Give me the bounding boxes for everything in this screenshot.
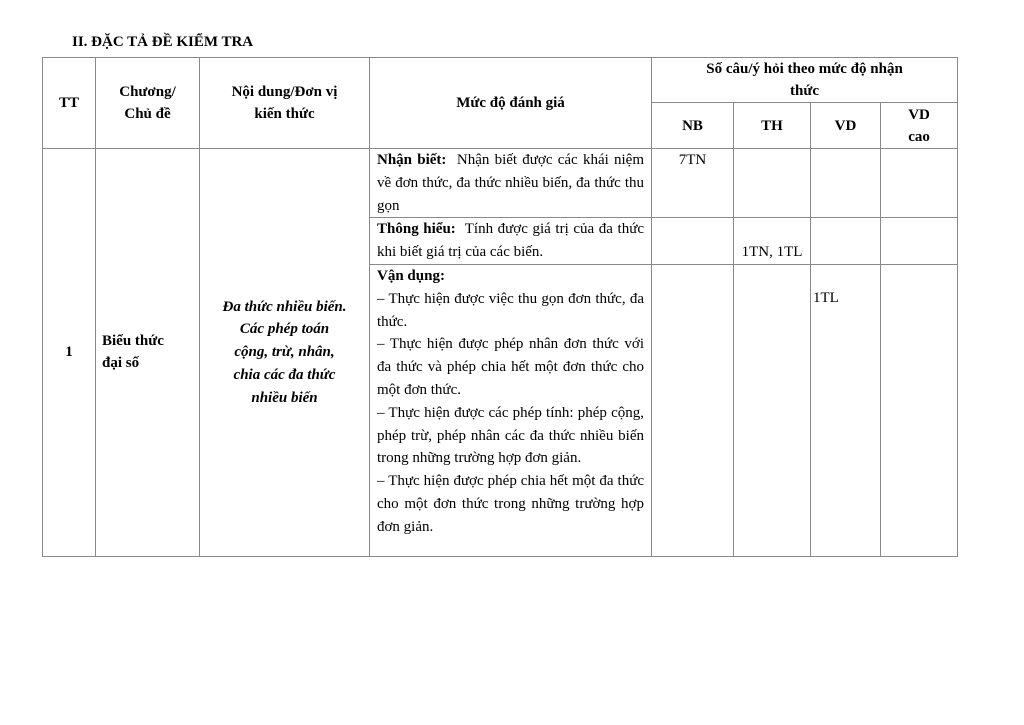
thong-hieu-nb <box>652 218 734 265</box>
nhan-biet-th <box>734 149 811 218</box>
section-heading: II. ĐẶC TẢ ĐỀ KIỂM TRA <box>72 34 254 50</box>
nhan-biet-text: Nhận biết được các khái niệm về đơn thức, đa thức nhiều biến, đa thức thu gọn <box>377 152 644 214</box>
van-dung-item: – Thực hiện được phép nhân đơn thức với đa thức và phép chia hết một đơn thức cho một đơn thức. <box>377 336 644 398</box>
header-vd: VD <box>811 103 881 149</box>
header-content: Nội dung/Đơn vị kiến thức <box>200 58 370 149</box>
thong-hieu-vd <box>811 218 881 265</box>
van-dung-description <box>370 264 652 556</box>
row-content: Đa thức nhiều biến. Các phép toán cộng, trừ, nhân, chia các đa thức nhiều biến <box>200 149 370 557</box>
header-vdc: VD cao <box>881 103 958 149</box>
nhan-biet-label: Nhận biết: <box>377 152 447 168</box>
header-tt: TT <box>43 58 96 149</box>
header-chapter: Chương/ Chủ đề <box>96 58 200 149</box>
header-count: Số câu/ý hỏi theo mức độ nhận thức <box>652 58 958 103</box>
thong-hieu-vdc <box>881 218 958 265</box>
thong-hieu-description <box>370 218 652 265</box>
header-level: Mức độ đánh giá <box>370 58 652 149</box>
nhan-biet-nb: 7TN <box>652 149 734 218</box>
specification-table <box>42 57 958 557</box>
nhan-biet-vdc <box>881 149 958 218</box>
van-dung-th <box>734 264 811 556</box>
thong-hieu-text: Tính được giá trị của đa thức khi biết giá trị của các biến. <box>377 221 644 261</box>
thong-hieu-label: Thông hiểu: <box>377 221 456 238</box>
van-dung-vdc <box>881 264 958 556</box>
van-dung-vd: 1TL <box>811 264 881 556</box>
thong-hieu-th: 1TN, 1TL <box>734 218 811 265</box>
header-nb: NB <box>652 103 734 149</box>
van-dung-item: – Thực hiện được các phép tính: phép cộng, phép trừ, phép nhân các đa thức nhiều biến trong những trường hợp đơn giản. <box>377 404 644 467</box>
header-th: TH <box>734 103 811 149</box>
row-chapter: Biểu thức đại số <box>96 149 200 557</box>
nhan-biet-description <box>370 149 652 218</box>
van-dung-label: Vận dụng: <box>377 267 445 284</box>
van-dung-nb <box>652 264 734 556</box>
row-tt: 1 <box>43 149 96 557</box>
van-dung-item: – Thực hiện được việc thu gọn đơn thức, đa thức. <box>377 290 644 330</box>
nhan-biet-vd <box>811 149 881 218</box>
van-dung-item: – Thực hiện được phép chia hết một đa thức cho một đơn thức trong những trường hợp đơn giản. <box>377 473 644 535</box>
